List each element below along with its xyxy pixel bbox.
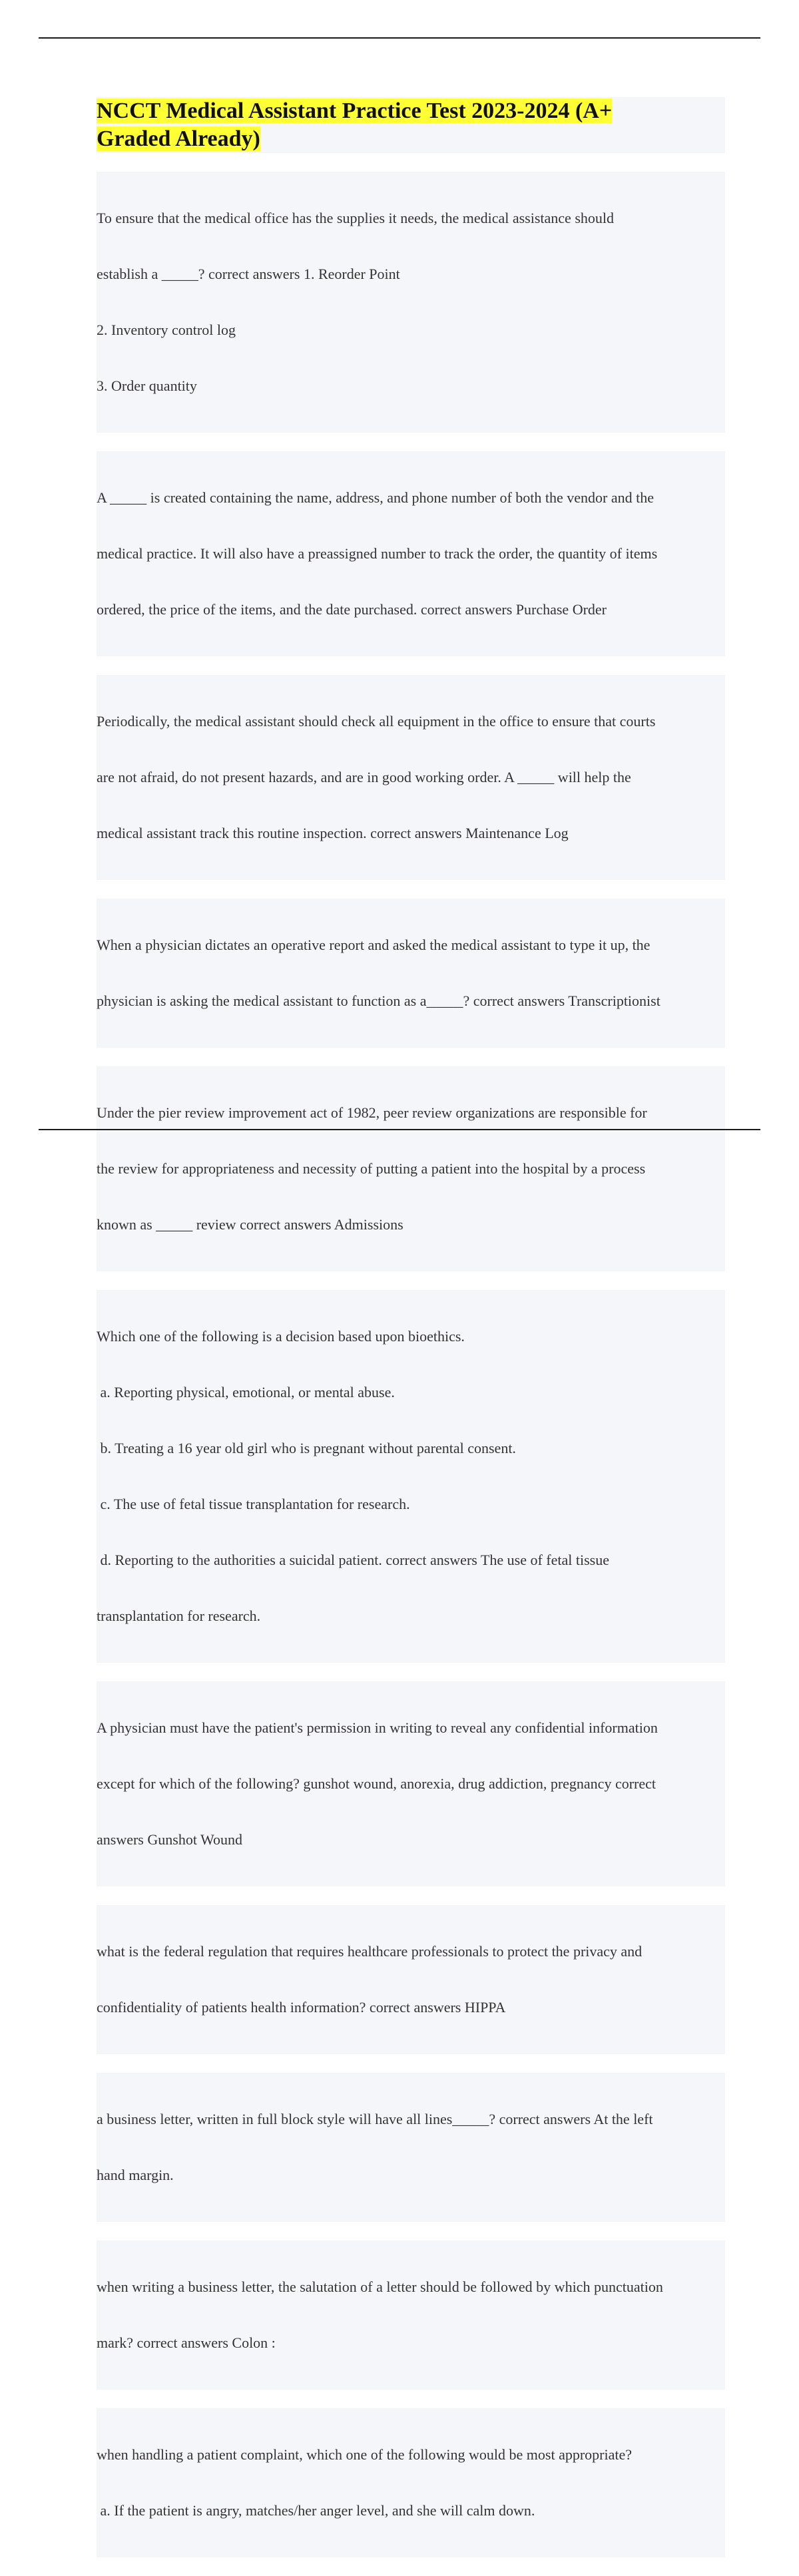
- qa-line: physician is asking the medical assistant to function as a_____? correct answers Transcriptionist: [97, 992, 661, 1009]
- qa-item-9: [97, 2073, 725, 2222]
- qa-line: Which one of the following is a decision based upon bioethics.: [97, 1328, 465, 1345]
- qa-item-1: [97, 172, 725, 433]
- qa-line: the review for appropriateness and necessity of putting a patient into the hospital by a process: [97, 1160, 646, 1177]
- qa-line: When a physician dictates an operative report and asked the medical assistant to type it up, the: [97, 937, 651, 953]
- qa-item-7: [97, 1681, 725, 1886]
- title-line-1: NCCT Medical Assistant Practice Test 2023-2024 (A+: [97, 99, 613, 123]
- qa-line: A physician must have the patient's permission in writing to reveal any confidential information: [97, 1719, 658, 1736]
- qa-line: a business letter, written in full block style will have all lines_____? correct answers At the left: [97, 2111, 653, 2127]
- qa-line: a. If the patient is angry, matches/her anger level, and she will calm down.: [97, 2502, 535, 2519]
- qa-item-6: [97, 1290, 725, 1663]
- qa-line: hand margin.: [97, 2167, 174, 2183]
- qa-line: To ensure that the medical office has the supplies it needs, the medical assistance should: [97, 210, 614, 226]
- qa-line: c. The use of fetal tissue transplantation for research.: [97, 1496, 410, 1512]
- qa-line: ordered, the price of the items, and the date purchased. correct answers Purchase Order: [97, 601, 607, 618]
- qa-line: 2. Inventory control log: [97, 322, 236, 338]
- qa-line: medical practice. It will also have a preassigned number to track the order, the quantity of items: [97, 545, 658, 562]
- document-title: [97, 97, 725, 153]
- qa-line: what is the federal regulation that requires healthcare professionals to protect the privacy and: [97, 1943, 643, 1960]
- qa-line: Under the pier review improvement act of 1982, peer review organizations are responsible for: [97, 1104, 647, 1121]
- qa-line: when writing a business letter, the salutation of a letter should be followed by which punctuation: [97, 2278, 663, 2295]
- qa-line: known as _____ review correct answers Admissions: [97, 1216, 403, 1233]
- qa-line: d. Reporting to the authorities a suicidal patient. correct answers The use of fetal tissue: [97, 1552, 609, 1568]
- qa-line: confidentiality of patients health information? correct answers HIPPA: [97, 1999, 506, 2016]
- qa-item-5: [97, 1066, 725, 1271]
- qa-line: mark? correct answers Colon :: [97, 2334, 276, 2351]
- qa-line: 3. Order quantity: [97, 377, 197, 394]
- bottom-rule: [39, 1129, 760, 1130]
- document-body: [97, 172, 725, 2576]
- qa-item-11: [97, 2408, 725, 2557]
- qa-item-8: [97, 1905, 725, 2054]
- title-block: [97, 97, 725, 153]
- qa-item-10: [97, 2241, 725, 2390]
- qa-line: A _____ is created containing the name, address, and phone number of both the vendor and the: [97, 489, 654, 506]
- qa-line: transplantation for research.: [97, 1608, 261, 1624]
- qa-line: Periodically, the medical assistant should check all equipment in the office to ensure that courts: [97, 713, 656, 730]
- qa-item-3: [97, 675, 725, 880]
- qa-item-4: [97, 899, 725, 1048]
- qa-line: are not afraid, do not present hazards, and are in good working order. A _____ will help the: [97, 769, 631, 785]
- qa-line: answers Gunshot Wound: [97, 1831, 243, 1848]
- qa-line: when handling a patient complaint, which one of the following would be most appropriate?: [97, 2446, 633, 2463]
- qa-item-2: [97, 451, 725, 656]
- qa-line: b. Treating a 16 year old girl who is pregnant without parental consent.: [97, 1440, 516, 1456]
- qa-line: establish a _____? correct answers 1. Reorder Point: [97, 266, 400, 282]
- qa-line: except for which of the following? gunshot wound, anorexia, drug addiction, pregnancy correct: [97, 1775, 657, 1792]
- qa-line: a. Reporting physical, emotional, or mental abuse.: [97, 1384, 395, 1400]
- title-line-2: Graded Already): [97, 126, 260, 151]
- top-rule: [39, 37, 760, 39]
- qa-line: medical assistant track this routine inspection. correct answers Maintenance Log: [97, 825, 569, 841]
